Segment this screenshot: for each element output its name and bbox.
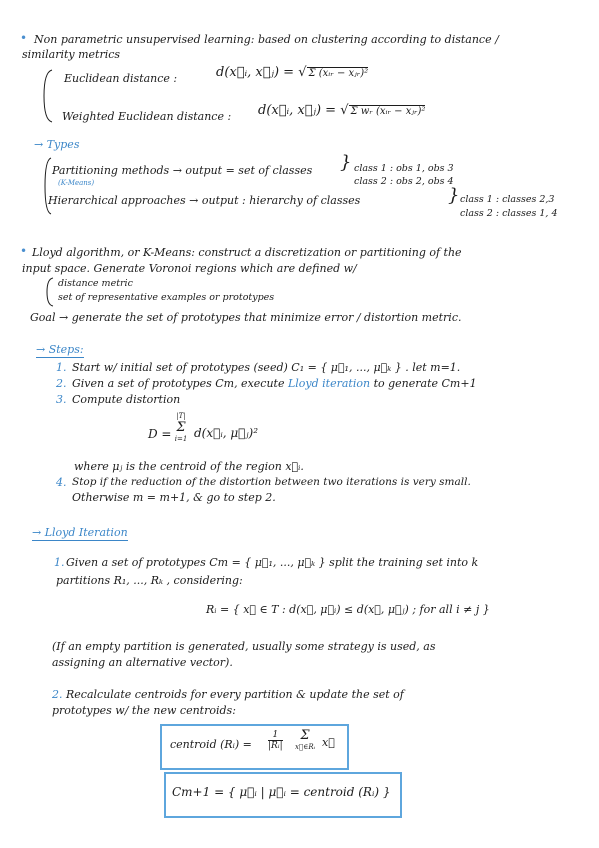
step2-text-b: to generate Cm+1 xyxy=(373,377,477,390)
euclidean-formula-body: Σ (xᵢᵣ − xⱼᵣ)² xyxy=(308,68,369,79)
centroid-frac-bottom: |Rᵢ| xyxy=(268,741,283,751)
item2-text-b: prototypes w/ the new centroids: xyxy=(52,704,236,717)
hclass1-line: class 1 : classes 2,3 xyxy=(460,194,555,205)
distortion-sum xyxy=(172,412,190,443)
where-line: where μⱼ is the centroid of the region x⃗ᵢ. xyxy=(74,460,304,473)
item2-text-a: Recalculate centroids for every partition & update the set of xyxy=(66,688,404,701)
hclass2-line: class 2 : classes 1, 4 xyxy=(460,208,558,219)
item1-text-b: partitions R₁, ..., Rₖ , considering: xyxy=(56,574,243,587)
step3-number: 3. xyxy=(56,393,67,406)
weighted-formula-lhs: d(x⃗ᵢ, x⃗ⱼ) = √ xyxy=(258,103,349,118)
bullet-dot: • xyxy=(20,31,28,45)
def-brace-icon xyxy=(44,276,54,308)
weighted-formula xyxy=(258,104,425,118)
lloyd-iteration-link[interactable]: Lloyd iteration xyxy=(287,377,371,390)
step2-number: 2. xyxy=(56,377,67,390)
euclidean-formula xyxy=(216,66,368,80)
section1-heading: Non parametric unsupervised learning: xyxy=(34,33,255,46)
distortion-body: d(x⃗ᵢ, μ⃗ⱼ)² xyxy=(194,426,259,440)
distortion-lhs: D = xyxy=(148,427,172,441)
partitioning-methods: Partitioning methods → output = set of classes xyxy=(52,164,313,177)
step1-number: 1. xyxy=(56,361,67,374)
lloyd-heading: Lloyd algorithm, or K-Means: xyxy=(32,246,195,259)
right-brace-icon: } xyxy=(340,152,352,173)
lloyd-iteration-heading: → Lloyd Iteration xyxy=(32,526,128,539)
lloyd-heading-line xyxy=(32,246,462,259)
weighted-label: Weighted Euclidean distance : xyxy=(62,110,232,123)
hierarchical-approaches: Hierarchical approaches → output : hierarchy of classes xyxy=(48,194,361,207)
euclidean-formula-lhs: d(x⃗ᵢ, x⃗ⱼ) = √ xyxy=(216,65,307,80)
item1-text-a: Given a set of prototypes Cm = { μ⃗₁, ..., μ⃗ₖ } split the training set into k xyxy=(66,556,479,569)
step2-text-a: Given a set of prototypes Cm, execute xyxy=(72,377,285,390)
class1-line: class 1 : obs 1, obs 3 xyxy=(354,163,454,174)
section1-heading-rest: based on clustering according to distance / xyxy=(257,33,499,46)
note-line-b: assigning an alternative vector). xyxy=(52,656,233,669)
kmeans-note: (K-Means) xyxy=(58,179,95,187)
weighted-formula-body: Σ wᵣ (xᵢᵣ − xⱼᵣ)² xyxy=(350,106,426,117)
centroid-lhs: centroid (Rᵢ) = xyxy=(170,738,252,751)
section1-heading-line2: similarity metrics xyxy=(22,48,121,61)
centroid-sum-bottom: x⃗∈Rᵢ xyxy=(294,743,315,751)
item2-number: 2. xyxy=(52,688,63,701)
centroid-fraction xyxy=(268,730,283,751)
step4-text-a: Stop if the reduction of the distortion between two iterations is very small. xyxy=(72,476,471,488)
types-brace-icon xyxy=(42,156,52,216)
goal-line: Goal → generate the set of prototypes that minimize error / distortion metric. xyxy=(30,311,462,324)
lloyd-heading-rest: construct a discretization or partitioning of the xyxy=(198,246,462,259)
sigma-icon-2: Σ xyxy=(300,728,310,743)
centroid-sum xyxy=(292,728,318,751)
update-formula: Cm+1 = { μ⃗ᵢ | μ⃗ᵢ = centroid (Rᵢ) } xyxy=(172,785,391,799)
section1-heading-line xyxy=(34,33,499,46)
item1-number: 1. xyxy=(54,556,65,569)
types-label: → Types xyxy=(34,138,80,151)
steps-label: → Steps: xyxy=(36,343,84,356)
class2-line: class 2 : obs 2, obs 4 xyxy=(354,176,454,187)
sigma-icon: Σ xyxy=(176,420,186,435)
step4-number: 4. xyxy=(56,476,67,489)
euclidean-label: Euclidean distance : xyxy=(64,72,178,85)
brace-item-prototypes: set of representative examples or prototypes xyxy=(58,292,275,303)
note-line-a: (If an empty partition is generated, usually some strategy is used, as xyxy=(52,640,436,653)
step1-text: Start w/ initial set of prototypes (seed) C₁ = { μ⃗₁, ..., μ⃗ₖ } . let m=1. xyxy=(72,361,461,374)
right-brace-icon-2: } xyxy=(448,185,460,206)
centroid-frac-top: 1 xyxy=(268,730,283,741)
bullet-dot-2: • xyxy=(20,244,28,258)
step3-text: Compute distortion xyxy=(72,393,181,406)
brace-item-distance: distance metric xyxy=(58,278,133,289)
left-brace-icon xyxy=(40,68,54,124)
lloyd-line2: input space. Generate Voronoi regions which are defined w/ xyxy=(22,262,357,275)
step4-text-b: Otherwise m = m+1, & go to step 2. xyxy=(72,491,276,504)
step2-text xyxy=(72,377,477,390)
centroid-body: x⃗ xyxy=(322,736,335,749)
distortion-sum-bottom: i=1 xyxy=(174,435,188,443)
partition-formula: Rᵢ = { x⃗ ∈ T : d(x⃗, μ⃗ᵢ) ≤ d(x⃗, μ⃗ⱼ) ; for all i ≠ j } xyxy=(206,603,490,616)
distortion-sum-top: |T| xyxy=(176,412,186,420)
